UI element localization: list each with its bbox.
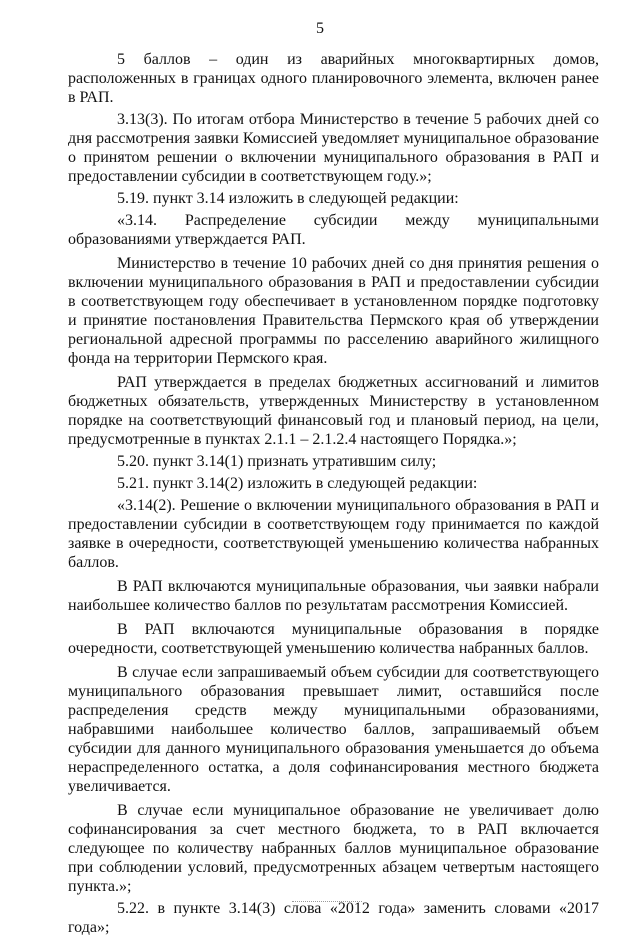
paragraph-rap-order: В РАП включаются муниципальные образования в порядке очередности, соответствующей уменьшению количества набранных баллов. [68, 621, 599, 657]
paragraph-5-22: 5.22. в пункте 3.14(3) слова «2012 года» заменить словами «2017 года»; [68, 900, 599, 936]
scan-artifact-mark [292, 899, 362, 902]
page-number: 5 [316, 20, 324, 37]
paragraph-5-20: 5.20. пункт 3.14(1) признать утратившим силу; [117, 453, 437, 470]
paragraph-3-14: «3.14. Распределение субсидии между муниципальными образованиями утверждается РАП. [68, 212, 599, 248]
paragraph-5-19: 5.19. пункт 3.14 изложить в следующей редакции: [117, 190, 459, 207]
paragraph-rap-most-points: В РАП включаются муниципальные образования, чьи заявки набрали наибольшее количество баллов по результатам рассмотрения Комиссией. [68, 578, 599, 614]
paragraph-rap-budget-limits: РАП утверждается в пределах бюджетных ассигнований и лимитов бюджетных обязательств, утвержденных Министерству в установленном порядке на соответствующий финансовый год и плановый период, на цели, предусмотренные в пунктах 2.1.1 – 2.1.2.4 настоящего Порядка.»; [68, 374, 599, 448]
paragraph-3-13-3: 3.13(3). По итогам отбора Министерство в течение 5 рабочих дней со дня рассмотрения заявки Комиссией уведомляет муниципальное образование о принятом решении о включении муниципального образования в РАП и предоставлении субсидии в соответствующем году.»; [68, 111, 599, 185]
paragraph-points-continuation: 5 баллов – один из аварийных многоквартирных домов, расположенных в границах одного планировочного элемента, включен ранее в РАП. [68, 51, 599, 106]
paragraph-5-21: 5.21. пункт 3.14(2) изложить в следующей редакции: [117, 475, 478, 492]
paragraph-no-cofinancing-increase: В случае если муниципальное образование не увеличивает долю софинансирования за счет местного бюджета, то в РАП включается следующее по количеству набранных баллов муниципальное образование при соблюдении условий, предусмотренных абзацем четвертым настоящего пункта.»; [68, 802, 599, 895]
paragraph-requested-subsidy-exceeds: В случае если запрашиваемый объем субсидии для соответствующего муниципального образования превышает лимит, оставшийся после распределения средств между муниципальными образованиями, набравшими наибольшее количество баллов, запрашиваемый объем субсидии для данного муниципального образования уменьшается до объема нераспределенного остатка, а доля софинансирования местного бюджета увеличивается. [68, 664, 599, 795]
paragraph-ministry-10-days: Министерство в течение 10 рабочих дней со дня принятия решения о включении муниципального образования в РАП и предоставлении субсидии в соответствующем году обеспечивает в установленном порядке подготовку и принятие постановления Правительства Пермского края об утверждении региональной адресной программы по расселению аварийного жилищного фонда на территории Пермского края. [68, 255, 599, 367]
document-body [68, 50, 599, 937]
paragraph-3-14-2: «3.14(2). Решение о включении муниципального образования в РАП и предоставлении субсидии в соответствующем году принимается по каждой заявке в очередности, соответствующей уменьшению количества набранных баллов. [68, 497, 599, 571]
